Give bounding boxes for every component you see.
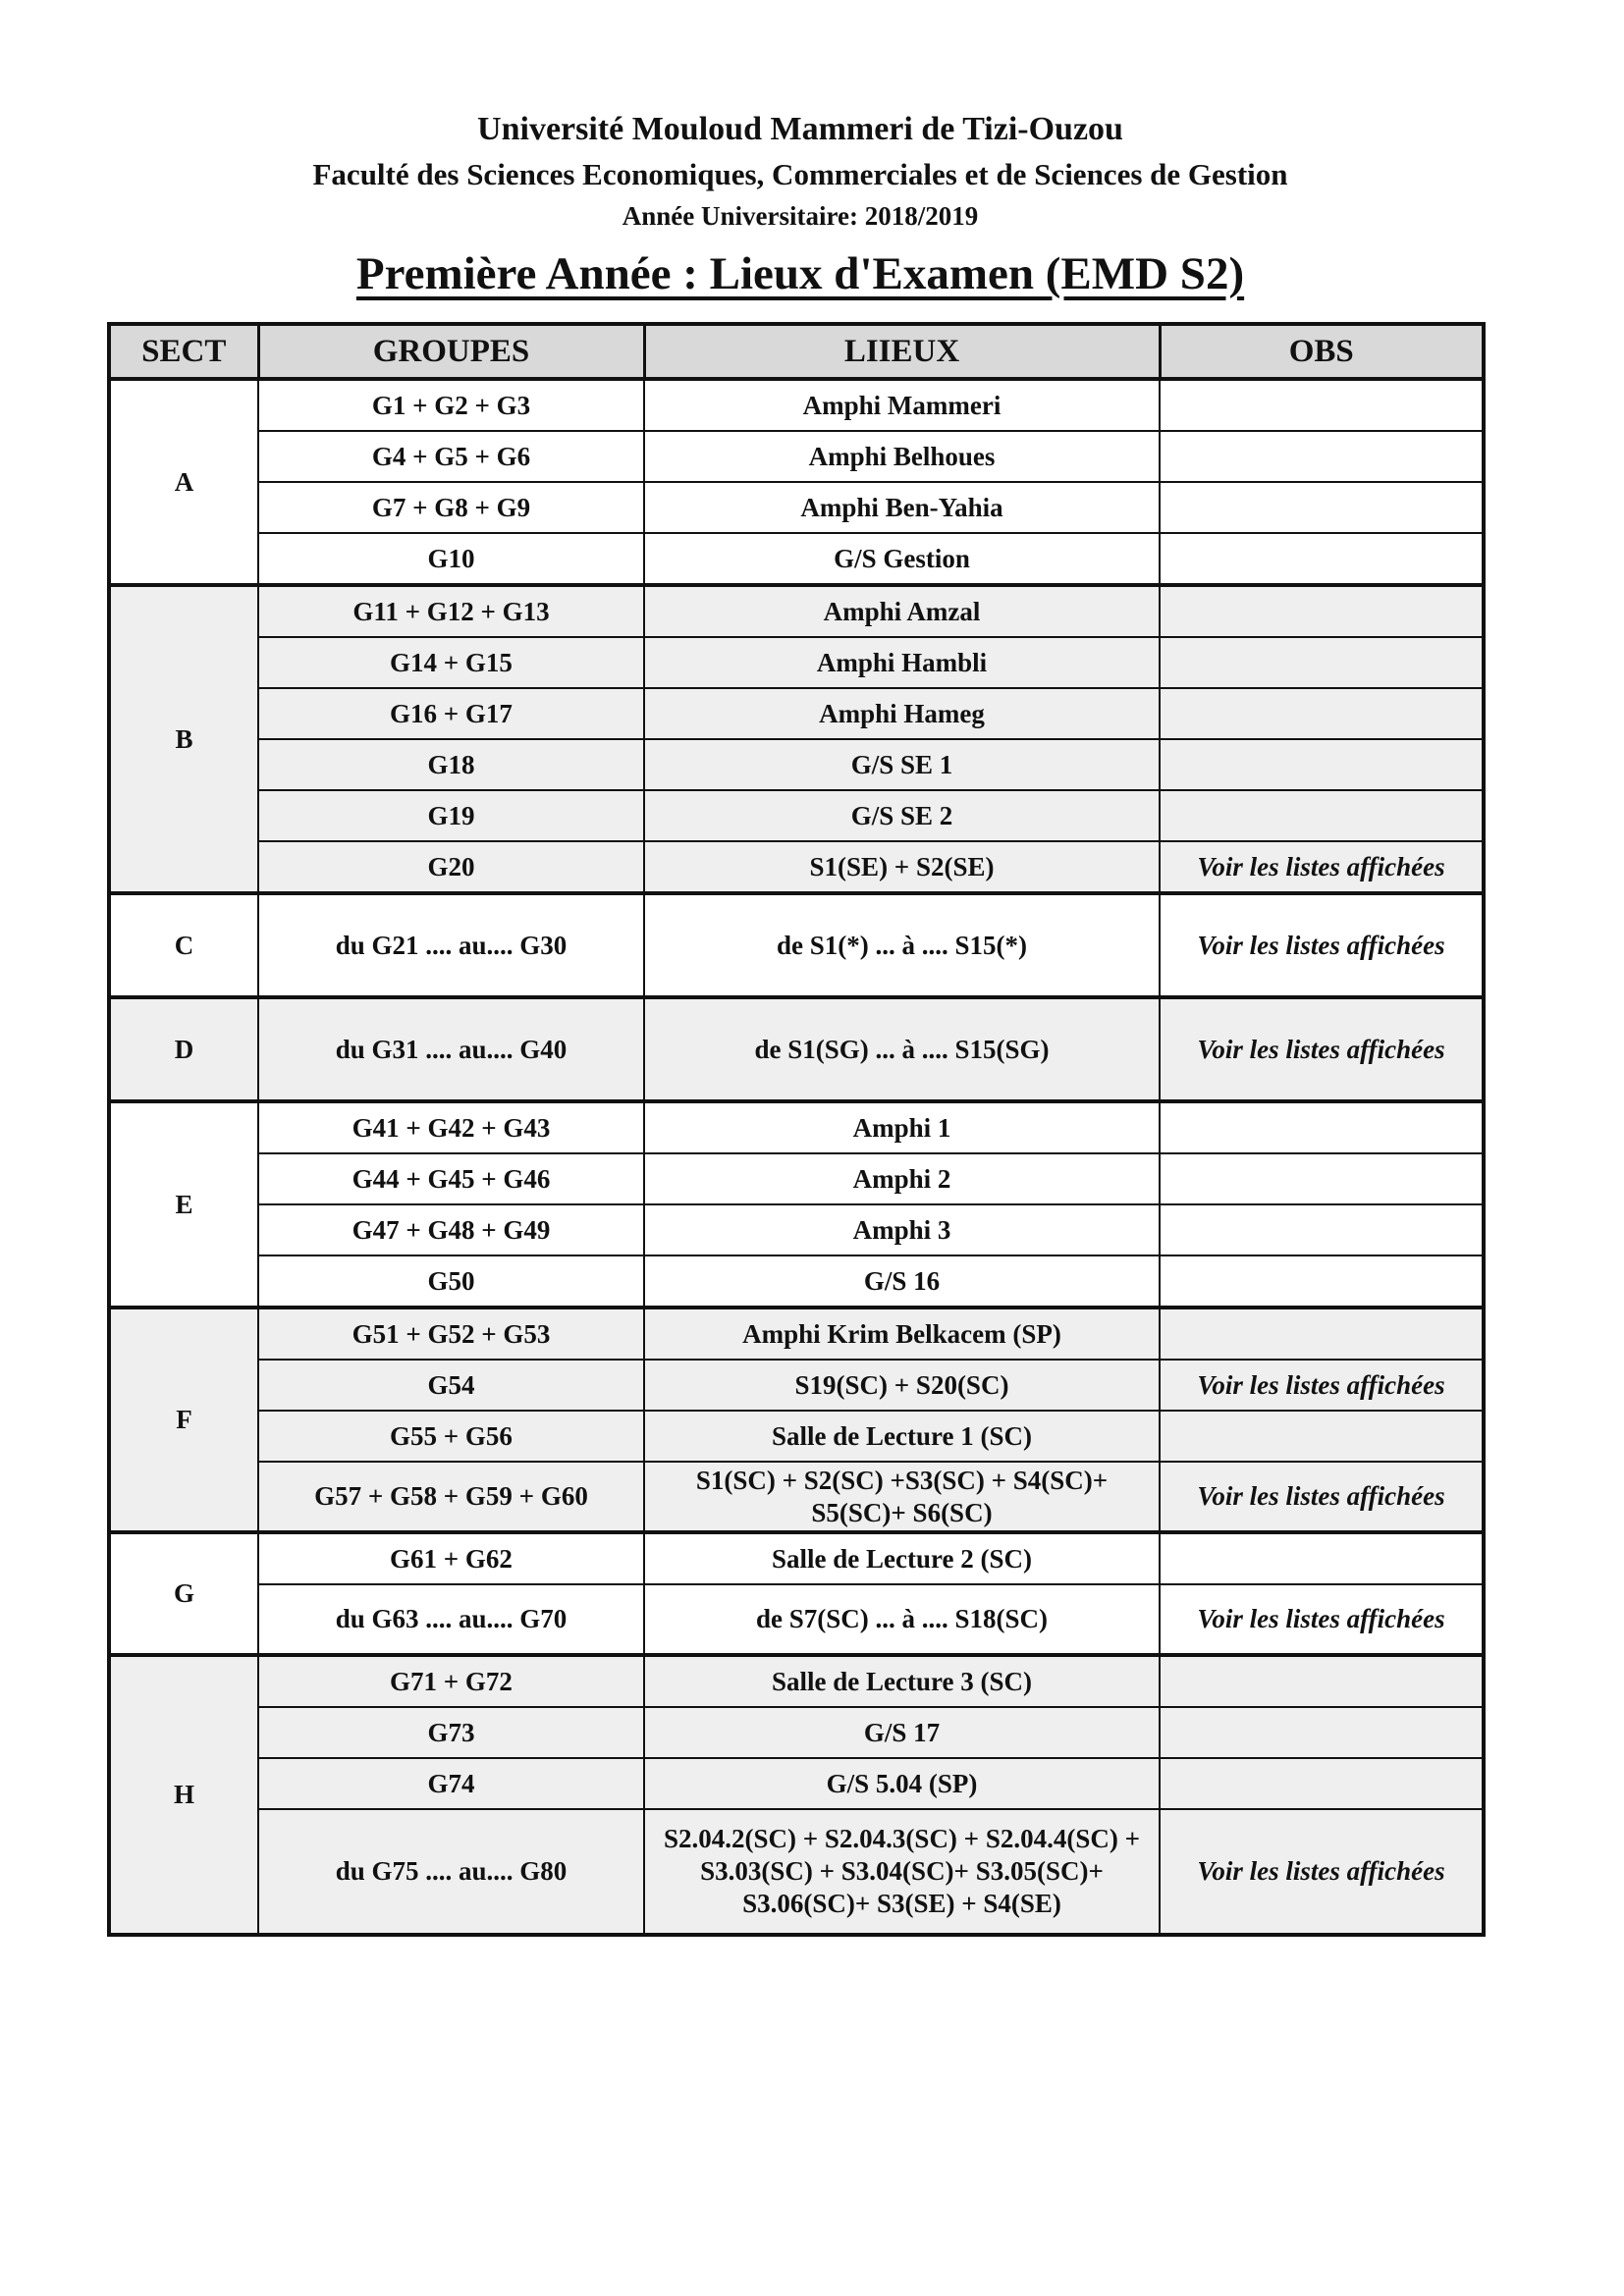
table-row	[109, 637, 1484, 688]
table-row	[109, 1360, 1484, 1411]
obs-cell	[1160, 379, 1484, 431]
obs-cell	[1160, 1308, 1484, 1360]
section-f	[109, 1308, 1484, 1532]
lieux-cell: Amphi 2	[644, 1153, 1160, 1204]
lieux-cell: Salle de Lecture 1 (SC)	[644, 1411, 1160, 1462]
obs-cell: Voir les listes affichées	[1160, 893, 1484, 997]
section-c	[109, 893, 1484, 997]
lieux-cell: Amphi Krim Belkacem (SP)	[644, 1308, 1160, 1360]
lieux-cell: S1(SE) + S2(SE)	[644, 841, 1160, 893]
groupes-cell: G54	[258, 1360, 644, 1411]
lieux-cell: Amphi Mammeri	[644, 379, 1160, 431]
column-header-sect: SECT	[109, 324, 258, 379]
section-e	[109, 1101, 1484, 1308]
table-row	[109, 1584, 1484, 1655]
obs-cell	[1160, 739, 1484, 790]
university-name: Université Mouloud Mammeri de Tizi-Ouzou	[477, 111, 1123, 147]
lieux-cell: Amphi Belhoues	[644, 431, 1160, 482]
column-header-groupes: GROUPES	[258, 324, 644, 379]
table-row	[109, 1809, 1484, 1935]
groupes-cell: G41 + G42 + G43	[258, 1101, 644, 1153]
obs-cell	[1160, 585, 1484, 637]
table-row	[109, 841, 1484, 893]
lieux-cell: G/S 16	[644, 1255, 1160, 1308]
groupes-cell: du G75 .... au.... G80	[258, 1809, 644, 1935]
obs-cell	[1160, 1255, 1484, 1308]
groupes-cell: G18	[258, 739, 644, 790]
lieux-cell: G/S 5.04 (SP)	[644, 1758, 1160, 1809]
obs-cell: Voir les listes affichées	[1160, 1584, 1484, 1655]
section-label: D	[109, 997, 258, 1101]
section-a	[109, 379, 1484, 585]
groupes-cell: G73	[258, 1707, 644, 1758]
column-header-obs: OBS	[1160, 324, 1484, 379]
lieux-cell: G/S 17	[644, 1707, 1160, 1758]
section-label: H	[109, 1655, 258, 1935]
groupes-cell: G10	[258, 533, 644, 585]
groupes-cell: G51 + G52 + G53	[258, 1308, 644, 1360]
table-row	[109, 1411, 1484, 1462]
obs-cell	[1160, 1707, 1484, 1758]
groupes-cell: G71 + G72	[258, 1655, 644, 1707]
section-label: C	[109, 893, 258, 997]
faculty-name: Faculté des Sciences Economiques, Commerciales et de Sciences de Gestion	[312, 157, 1288, 191]
table-row	[109, 1707, 1484, 1758]
lieux-cell: de S1(SG) ... à .... S15(SG)	[644, 997, 1160, 1101]
lieux-cell: Salle de Lecture 3 (SC)	[644, 1655, 1160, 1707]
groupes-cell: du G31 .... au.... G40	[258, 997, 644, 1101]
obs-cell	[1160, 482, 1484, 533]
obs-cell	[1160, 1532, 1484, 1584]
section-label: F	[109, 1308, 258, 1532]
lieux-cell: S2.04.2(SC) + S2.04.3(SC) + S2.04.4(SC) + S3.03(SC) + S3.04(SC)+ S3.05(SC)+ S3.06(SC)+ S3(SE) + S4(SE)	[644, 1809, 1160, 1935]
table-row	[109, 533, 1484, 585]
obs-cell: Voir les listes affichées	[1160, 1809, 1484, 1935]
table-row	[109, 1655, 1484, 1707]
obs-cell	[1160, 790, 1484, 841]
section-h	[109, 1655, 1484, 1935]
lieux-cell: G/S Gestion	[644, 533, 1160, 585]
obs-cell	[1160, 431, 1484, 482]
obs-cell	[1160, 1655, 1484, 1707]
section-d	[109, 997, 1484, 1101]
obs-cell: Voir les listes affichées	[1160, 1462, 1484, 1532]
section-label: B	[109, 585, 258, 893]
exam-locations-table	[107, 322, 1486, 1937]
groupes-cell: G7 + G8 + G9	[258, 482, 644, 533]
lieux-cell: Amphi 3	[644, 1204, 1160, 1255]
obs-cell: Voir les listes affichées	[1160, 841, 1484, 893]
document-header	[0, 106, 1600, 308]
obs-cell	[1160, 1758, 1484, 1809]
lieux-cell: Amphi Ben-Yahia	[644, 482, 1160, 533]
table-row	[109, 688, 1484, 739]
table-row	[109, 1101, 1484, 1153]
lieux-cell: G/S SE 2	[644, 790, 1160, 841]
table-row	[109, 997, 1484, 1101]
groupes-cell: G11 + G12 + G13	[258, 585, 644, 637]
groupes-cell: G74	[258, 1758, 644, 1809]
table-header-row	[109, 324, 1484, 379]
groupes-cell: du G63 .... au.... G70	[258, 1584, 644, 1655]
lieux-cell: G/S SE 1	[644, 739, 1160, 790]
table-row	[109, 1462, 1484, 1532]
table-row	[109, 379, 1484, 431]
table-row	[109, 1153, 1484, 1204]
groupes-cell: G44 + G45 + G46	[258, 1153, 644, 1204]
section-label: G	[109, 1532, 258, 1655]
lieux-cell: S19(SC) + S20(SC)	[644, 1360, 1160, 1411]
lieux-cell: de S1(*) ... à .... S15(*)	[644, 893, 1160, 997]
obs-cell	[1160, 1153, 1484, 1204]
obs-cell	[1160, 1101, 1484, 1153]
section-b	[109, 585, 1484, 893]
obs-cell: Voir les listes affichées	[1160, 1360, 1484, 1411]
table-row	[109, 431, 1484, 482]
section-g	[109, 1532, 1484, 1655]
table-row	[109, 585, 1484, 637]
groupes-cell: du G21 .... au.... G30	[258, 893, 644, 997]
groupes-cell: G16 + G17	[258, 688, 644, 739]
table-row	[109, 1758, 1484, 1809]
table-row	[109, 739, 1484, 790]
groupes-cell: G19	[258, 790, 644, 841]
lieux-cell: Amphi 1	[644, 1101, 1160, 1153]
groupes-cell: G1 + G2 + G3	[258, 379, 644, 431]
groupes-cell: G20	[258, 841, 644, 893]
groupes-cell: G55 + G56	[258, 1411, 644, 1462]
table-row	[109, 1204, 1484, 1255]
obs-cell	[1160, 1204, 1484, 1255]
groupes-cell: G61 + G62	[258, 1532, 644, 1584]
lieux-cell: Amphi Amzal	[644, 585, 1160, 637]
obs-cell	[1160, 688, 1484, 739]
obs-cell	[1160, 533, 1484, 585]
obs-cell	[1160, 1411, 1484, 1462]
obs-cell: Voir les listes affichées	[1160, 997, 1484, 1101]
groupes-cell: G50	[258, 1255, 644, 1308]
column-header-lieux: LIIEUX	[644, 324, 1160, 379]
obs-cell	[1160, 637, 1484, 688]
lieux-cell: Amphi Hambli	[644, 637, 1160, 688]
table-row	[109, 1532, 1484, 1584]
table-row	[109, 1308, 1484, 1360]
table-row	[109, 893, 1484, 997]
table-row	[109, 790, 1484, 841]
section-label: A	[109, 379, 258, 585]
lieux-cell: Amphi Hameg	[644, 688, 1160, 739]
section-label: E	[109, 1101, 258, 1308]
academic-year: Année Universitaire: 2018/2019	[622, 201, 979, 231]
groupes-cell: G4 + G5 + G6	[258, 431, 644, 482]
groupes-cell: G14 + G15	[258, 637, 644, 688]
lieux-cell: S1(SC) + S2(SC) +S3(SC) + S4(SC)+ S5(SC)+ S6(SC)	[644, 1462, 1160, 1532]
lieux-cell: de S7(SC) ... à .... S18(SC)	[644, 1584, 1160, 1655]
groupes-cell: G57 + G58 + G59 + G60	[258, 1462, 644, 1532]
table-row	[109, 1255, 1484, 1308]
lieux-cell: Salle de Lecture 2 (SC)	[644, 1532, 1160, 1584]
groupes-cell: G47 + G48 + G49	[258, 1204, 644, 1255]
table-row	[109, 482, 1484, 533]
page-title: Première Année : Lieux d'Examen (EMD S2)	[355, 248, 1245, 299]
